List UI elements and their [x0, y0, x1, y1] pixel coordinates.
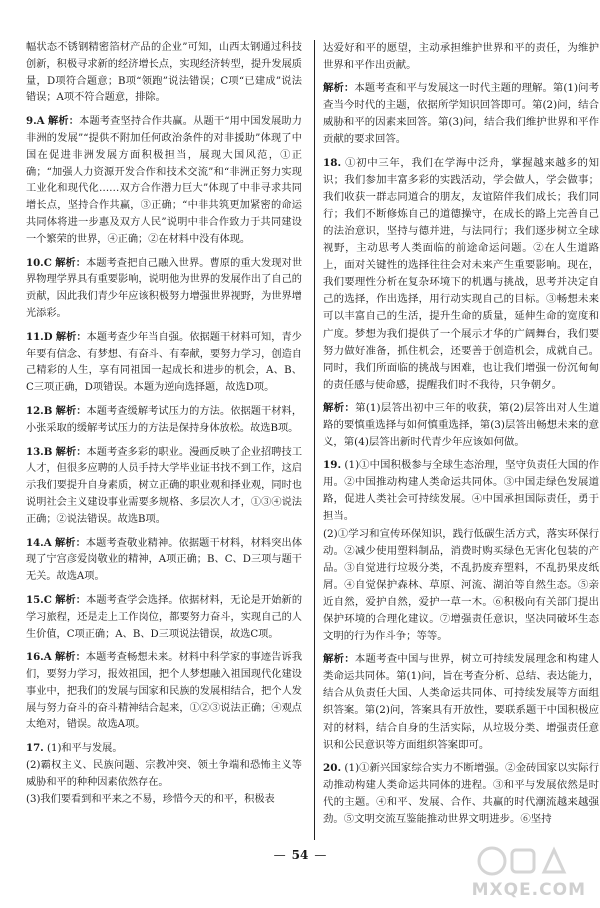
answer-item: [323, 40, 599, 74]
left-column: [26, 40, 302, 814]
watermark-logo-icon: [468, 844, 588, 878]
answer-text: ①初中三年，我们在学海中泛舟，掌握越来越多的知识；我们参加丰富多彩的实践活动，学会做人，学会做事；我们收获一群志同道合的朋友，友谊陪伴我们成长；我们同行；我们不断修炼自己的道德操守，在成长的路上完善自己的法治意识，坚持与德并进，与法同行；我们逐步树立全球视野，主动思考人类面临的前途命运问题。②在人生道路上，面对关键性的选择往往会对未来产生重要影响。现在，我们要理性分析在复杂环境下的机遇与挑战，思考并决定自己的选择，作出选择，用行动实现自己的目标。③畅想未来可以丰富自己的生活，提升生命的质量，延伸生命的宽度和广度。梦想为我们提供了一个展示才华的广阔舞台，我们要努力做好准备，抓住机会，还要善于创造机会，成就自己。同时，我们所面临的挑战与困难，也让我们增强一份沉甸甸的责任感与使命感，提醒我们时不我待，只争朝夕。: [323, 156, 599, 391]
watermark: [460, 844, 590, 902]
analysis-label: 解析：: [55, 593, 87, 606]
answer-item: [26, 740, 302, 808]
answer-text: (1)①中国积极参与全球生态治理，坚守负责任大国的作用。②中国推动构建人类命运共同体。③中国走绿色发展道路，促进人类社会可持续发展。④中国承担国际责任，勇于担当。 (2)①学习和宣传环保知识，践行低碳生活方式，落实环保行动。②减少使用塑料制品，消费时购买绿色无害化包装的产品。③自觉进行垃圾分类，不乱扔废弃塑料，不乱扔果皮纸屑。④自觉保护森林、草原、河流、湖泊等自然生态。⑤亲近自然，爱护自然，爱护一草一木。⑥积极向有关部门提出保护环境的合理化建议。⑦增强责任意识，坚决同破坏生态文明的行为作斗争；等等。: [323, 459, 599, 643]
answer-text: (1)①新兴国家综合实力不断增强。②金砖国家以实际行动推动构建人类命运共同体的进程。③和平与发展依然是时代的主题。④和平、发展、合作、共赢的时代潮流越来越强劲。⑤文明交流互鉴能推动世界文明进步。⑥坚持: [323, 761, 599, 826]
answer-page: [18, 40, 600, 840]
answer-text: 本题考查敬业精神。依据题干材料，材料突出体现了宁宫彦爱岗敬业的精神，A项正确；B、C、D三项与题干无关。故选A项。: [26, 537, 303, 583]
question-number: 18.: [323, 156, 342, 169]
question-number: 12.B: [26, 404, 53, 417]
answer-text: (1)和平与发展。 (2)霸权主义、民族问题、宗教冲突、领土争端和恐怖主义等威胁和平的种种因素依然存在。 (3)我们要看到和平来之不易，珍惜今天的和平，积极表: [26, 743, 302, 805]
column-divider: [314, 40, 315, 840]
answer-text: 本题考查缓解考试压力的方法。依据题干材料，小张采取的缓解考试压力的方法是保持身体放松。故选B项。: [26, 405, 303, 434]
analysis-label: 解析：: [323, 82, 355, 95]
answer-text: 第(1)层答出初中三年的收获，第(2)层答出对人生道路的要慎重选择与如何慎重选择，第(3)层答出畅想未来的意义，第(4)层答出新时代青少年应该如何做。: [323, 401, 600, 449]
answer-item: [26, 40, 302, 107]
analysis-label: 解析：: [323, 653, 355, 666]
question-number: 16.A: [26, 651, 52, 664]
answer-text: 本题考查学会选择。依据材料，无论是开始新的学习旅程，还是走上工作岗位，都要努力奋斗，实现自己的人生价值，C项正确；A、B、D三项说法错误，故选C项。: [26, 594, 303, 640]
question-number: 19.: [323, 459, 342, 472]
answer-text: 幅状态不锈钢精密箔材产品的企业”可知，山西太钢通过科技创新，积极寻求新的经济增长点，实现经济转型，提升发展质量，D项符合题意；B项“领跑”说法错误；C项“已建成”说法错误；A项不符合题意，排除。: [26, 42, 302, 104]
answer-item: [26, 113, 302, 248]
question-number: 15.C: [26, 593, 52, 606]
answer-item: [26, 592, 302, 643]
answer-item: [26, 403, 302, 438]
analysis-label: 解析：: [47, 115, 80, 128]
answer-text: 本题考查少年当自强。依据题干材料可知，青少年要有信念、有梦想、有奋斗、有奉献，要努力学习，创造自己精彩的人生，享有同祖国一起成长和进步的机会，A、B、C三项正确，D项错误。本题为逆向选择题，故选D项。: [26, 331, 302, 394]
question-number: 11.D: [26, 330, 53, 343]
answer-item: [26, 649, 302, 734]
answer-item: [323, 760, 599, 828]
question-number: 20.: [323, 761, 342, 774]
answer-text: 本题考查中国与世界，树立可持续发展理念和构建人类命运共同体。第(1)问，旨在考查分析、总结、表达能力，结合从负责任大国、人类命运共同体、可持续发展等方面组织答案。第(2)问，答案具有开放性，要联系题干中国积极应对的材料，结合自身的生活实际，从垃圾分类、增强责任意识和公民意识等方面组织答案即可。: [323, 653, 599, 751]
answer-text: 达爱好和平的愿望，主动承担维护世界和平的责任，为维护世界和平作出贡献。: [323, 42, 599, 72]
answer-text: 本题考查坚持合作共赢。从题干“用中国发展助力非洲的发展”“提供不附加任何政治条件的对非援助”体现了中国在促进非洲发展方面积极担当，展现大国风范，①正确；“加强人力资源开发合作和技术交流”和“非洲正努力实现工业化和现代化……双方合作潜力巨大”体现了中非寻求共同增长点，坚持合作共赢，③正确；“中非共筑更加紧密的命运共同体将进一步惠及双方人民”说明中非合作致力于共同建设一个繁荣的世界，④正确；②在材料中没有体现。: [26, 116, 302, 245]
answer-item: [323, 400, 599, 451]
analysis-label: 解析：: [55, 256, 87, 269]
question-number: 17.: [26, 742, 44, 755]
answer-text: 本题考查和平与发展这一时代主题的理解。第(1)问考查当今时代的主题，依据所学知识回答即可。第(2)问，结合威胁和平的因素来回答。第(3)问，结合我们维护世界和平作贡献的要求回答。: [323, 82, 600, 146]
watermark-text: MXQE.COM: [471, 880, 586, 900]
answer-item: [26, 535, 302, 586]
question-number: 9.A: [26, 115, 45, 128]
analysis-label: 解析：: [55, 330, 87, 343]
analysis-label: 解析：: [55, 536, 86, 549]
answer-text: 本题考查畅想未来。材料中科学家的事迹告诉我们，要努力学习，报效祖国，把个人梦想融入祖国现代化建设事业中，把我们的发展与国家和民族的发展相结合，把个人发展与努力奋斗的奋斗精神结合起来，①②③说法正确；④观点太绝对，错误。故选A项。: [26, 652, 303, 731]
answer-item: [26, 329, 302, 397]
analysis-label: 解析：: [323, 401, 356, 414]
answer-item: [323, 155, 599, 394]
answer-item: [323, 457, 599, 645]
answer-item: [26, 255, 302, 323]
question-number: 13.B: [26, 445, 53, 458]
right-column: [323, 40, 599, 834]
page-number: — 54 —: [0, 848, 600, 862]
analysis-label: 解析：: [55, 404, 87, 417]
question-number: 10.C: [26, 256, 52, 269]
answer-item: [26, 444, 302, 529]
answer-text: 本题考查多彩的职业。漫画反映了企业招聘技工人才，但很多应聘的人员手持大学毕业证书找不到工作，这启示我们要提升自身素质，树立正确的职业观和择业观，同时也说明社会主义建设事业需要多规格、多层次人才，①③④说法正确；②说法错误。故选B项。: [26, 446, 303, 525]
analysis-label: 解析：: [55, 445, 87, 458]
analysis-label: 解析：: [55, 651, 86, 664]
answer-text: 本题考查把自己融入世界。曹原的重大发现对世界物理学界具有重要影响，说明他为世界的发展作出了自己的贡献，因此我们青少年应该积极努力增强世界视野，为世界增光添彩。: [26, 257, 303, 319]
answer-item: [323, 651, 599, 754]
question-number: 14.A: [26, 536, 52, 549]
answer-item: [323, 80, 599, 148]
